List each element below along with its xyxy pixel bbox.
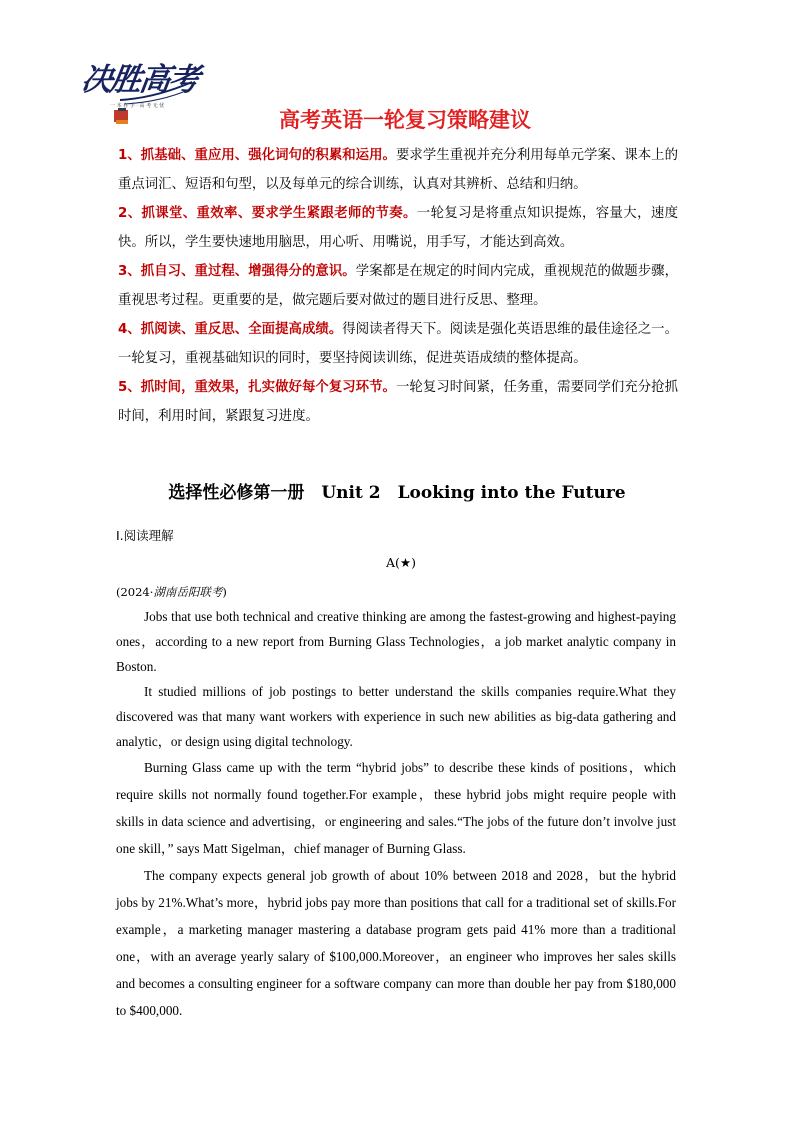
source-close: ) xyxy=(222,585,227,599)
logo-subtitle: 一 本 在 手 · 高 考 无 忧 xyxy=(110,103,165,109)
strategy-text: 要求学生重视并充分利用每单元学案、课本上的重点词汇、短语和句型，以及每单元的综合训练，认真对其辨析、总结和归纳。 xyxy=(118,148,678,192)
strategy-item xyxy=(118,315,678,373)
strategy-highlight: 2、抓课堂、重效率、要求学生紧跟老师的节奏。 xyxy=(118,206,417,221)
section-label: Ⅰ.阅读理解 xyxy=(116,528,174,543)
passage-paragraph: Burning Glass came up with the term “hybrid jobs” to describe these kinds of positions，which require skills not normally found together.For example，these hybrid jobs might require people with skills in data science and advertising，or engineering and sales.“The jobs of the future don’t involve just one skill，” says Matt Sigelman，chief manager of Burning Glass. xyxy=(116,760,676,856)
strategy-text: 一轮复习时间紧，任务重，需要同学们充分抢抓时间，利用时间，紧跟复习进度。 xyxy=(118,380,678,424)
strategy-item xyxy=(118,257,678,315)
passage-source xyxy=(116,584,227,600)
source-place: 湖南岳阳联考 xyxy=(153,585,223,599)
strategy-highlight: 3、抓自习、重过程、增强得分的意识。 xyxy=(118,264,356,279)
unit-title: 选择性必修第一册 Unit 2 Looking into the Future xyxy=(168,483,626,503)
strategy-text: 一轮复习是将重点知识提炼，容量大，速度快。所以，学生要快速地用脑思，用心听、用嘴说，用手写，才能达到高效。 xyxy=(118,206,678,250)
passage-label: A(★) xyxy=(386,555,416,570)
source-year: (2024· xyxy=(116,585,154,599)
passage-body xyxy=(116,604,676,1024)
passage-paragraph: Jobs that use both technical and creative thinking are among the fastest-growing and highest-paying ones，according to a new report from Burning Glass Technologies，a job market analytic company in Boston. xyxy=(116,609,676,674)
strategy-list xyxy=(118,141,678,431)
strategy-item xyxy=(118,199,678,257)
passage-paragraph: It studied millions of job postings to better understand the skills companies require.What they discovered was that many want workers with experience in such new abilities as big-data gathering and analytic，or design using digital technology. xyxy=(116,684,676,749)
strategy-item xyxy=(118,141,678,199)
strategy-highlight: 1、抓基础、重应用、强化词句的积累和运用。 xyxy=(118,148,396,163)
strategy-item xyxy=(118,373,678,431)
page-title: 高考英语一轮复习策略建议 xyxy=(279,108,531,132)
strategy-highlight: 4、抓阅读、重反思、全面提高成绩。 xyxy=(118,322,343,337)
strategy-text: 学案都是在规定的时间内完成，重视规范的做题步骤，重视思考过程。更重要的是，做完题后要对做过的题目进行反思、整理。 xyxy=(118,264,678,308)
passage-paragraph: The company expects general job growth of about 10% between 2018 and 2028，but the hybrid jobs by 21%.What’s more，hybrid jobs pay more than positions that call for a traditional set of skills.For example，a marketing manager mastering a database program gets paid 41% more than a traditional one，with an average yearly salary of $100,000.Moreover，an engineer who improves her sales skills and becomes a consulting engineer for a software company can more than double her pay from $180,000 to $400,000. xyxy=(116,868,676,1018)
strategy-text: 得阅读者得天下。阅读是强化英语思维的最佳途径之一。一轮复习，重视基础知识的同时，要坚持阅读训练，促进英语成绩的整体提高。 xyxy=(118,322,678,366)
logo-text: 决胜高考 xyxy=(78,62,201,98)
strategy-highlight: 5、抓时间，重效果，扎实做好每个复习环节。 xyxy=(118,380,396,395)
